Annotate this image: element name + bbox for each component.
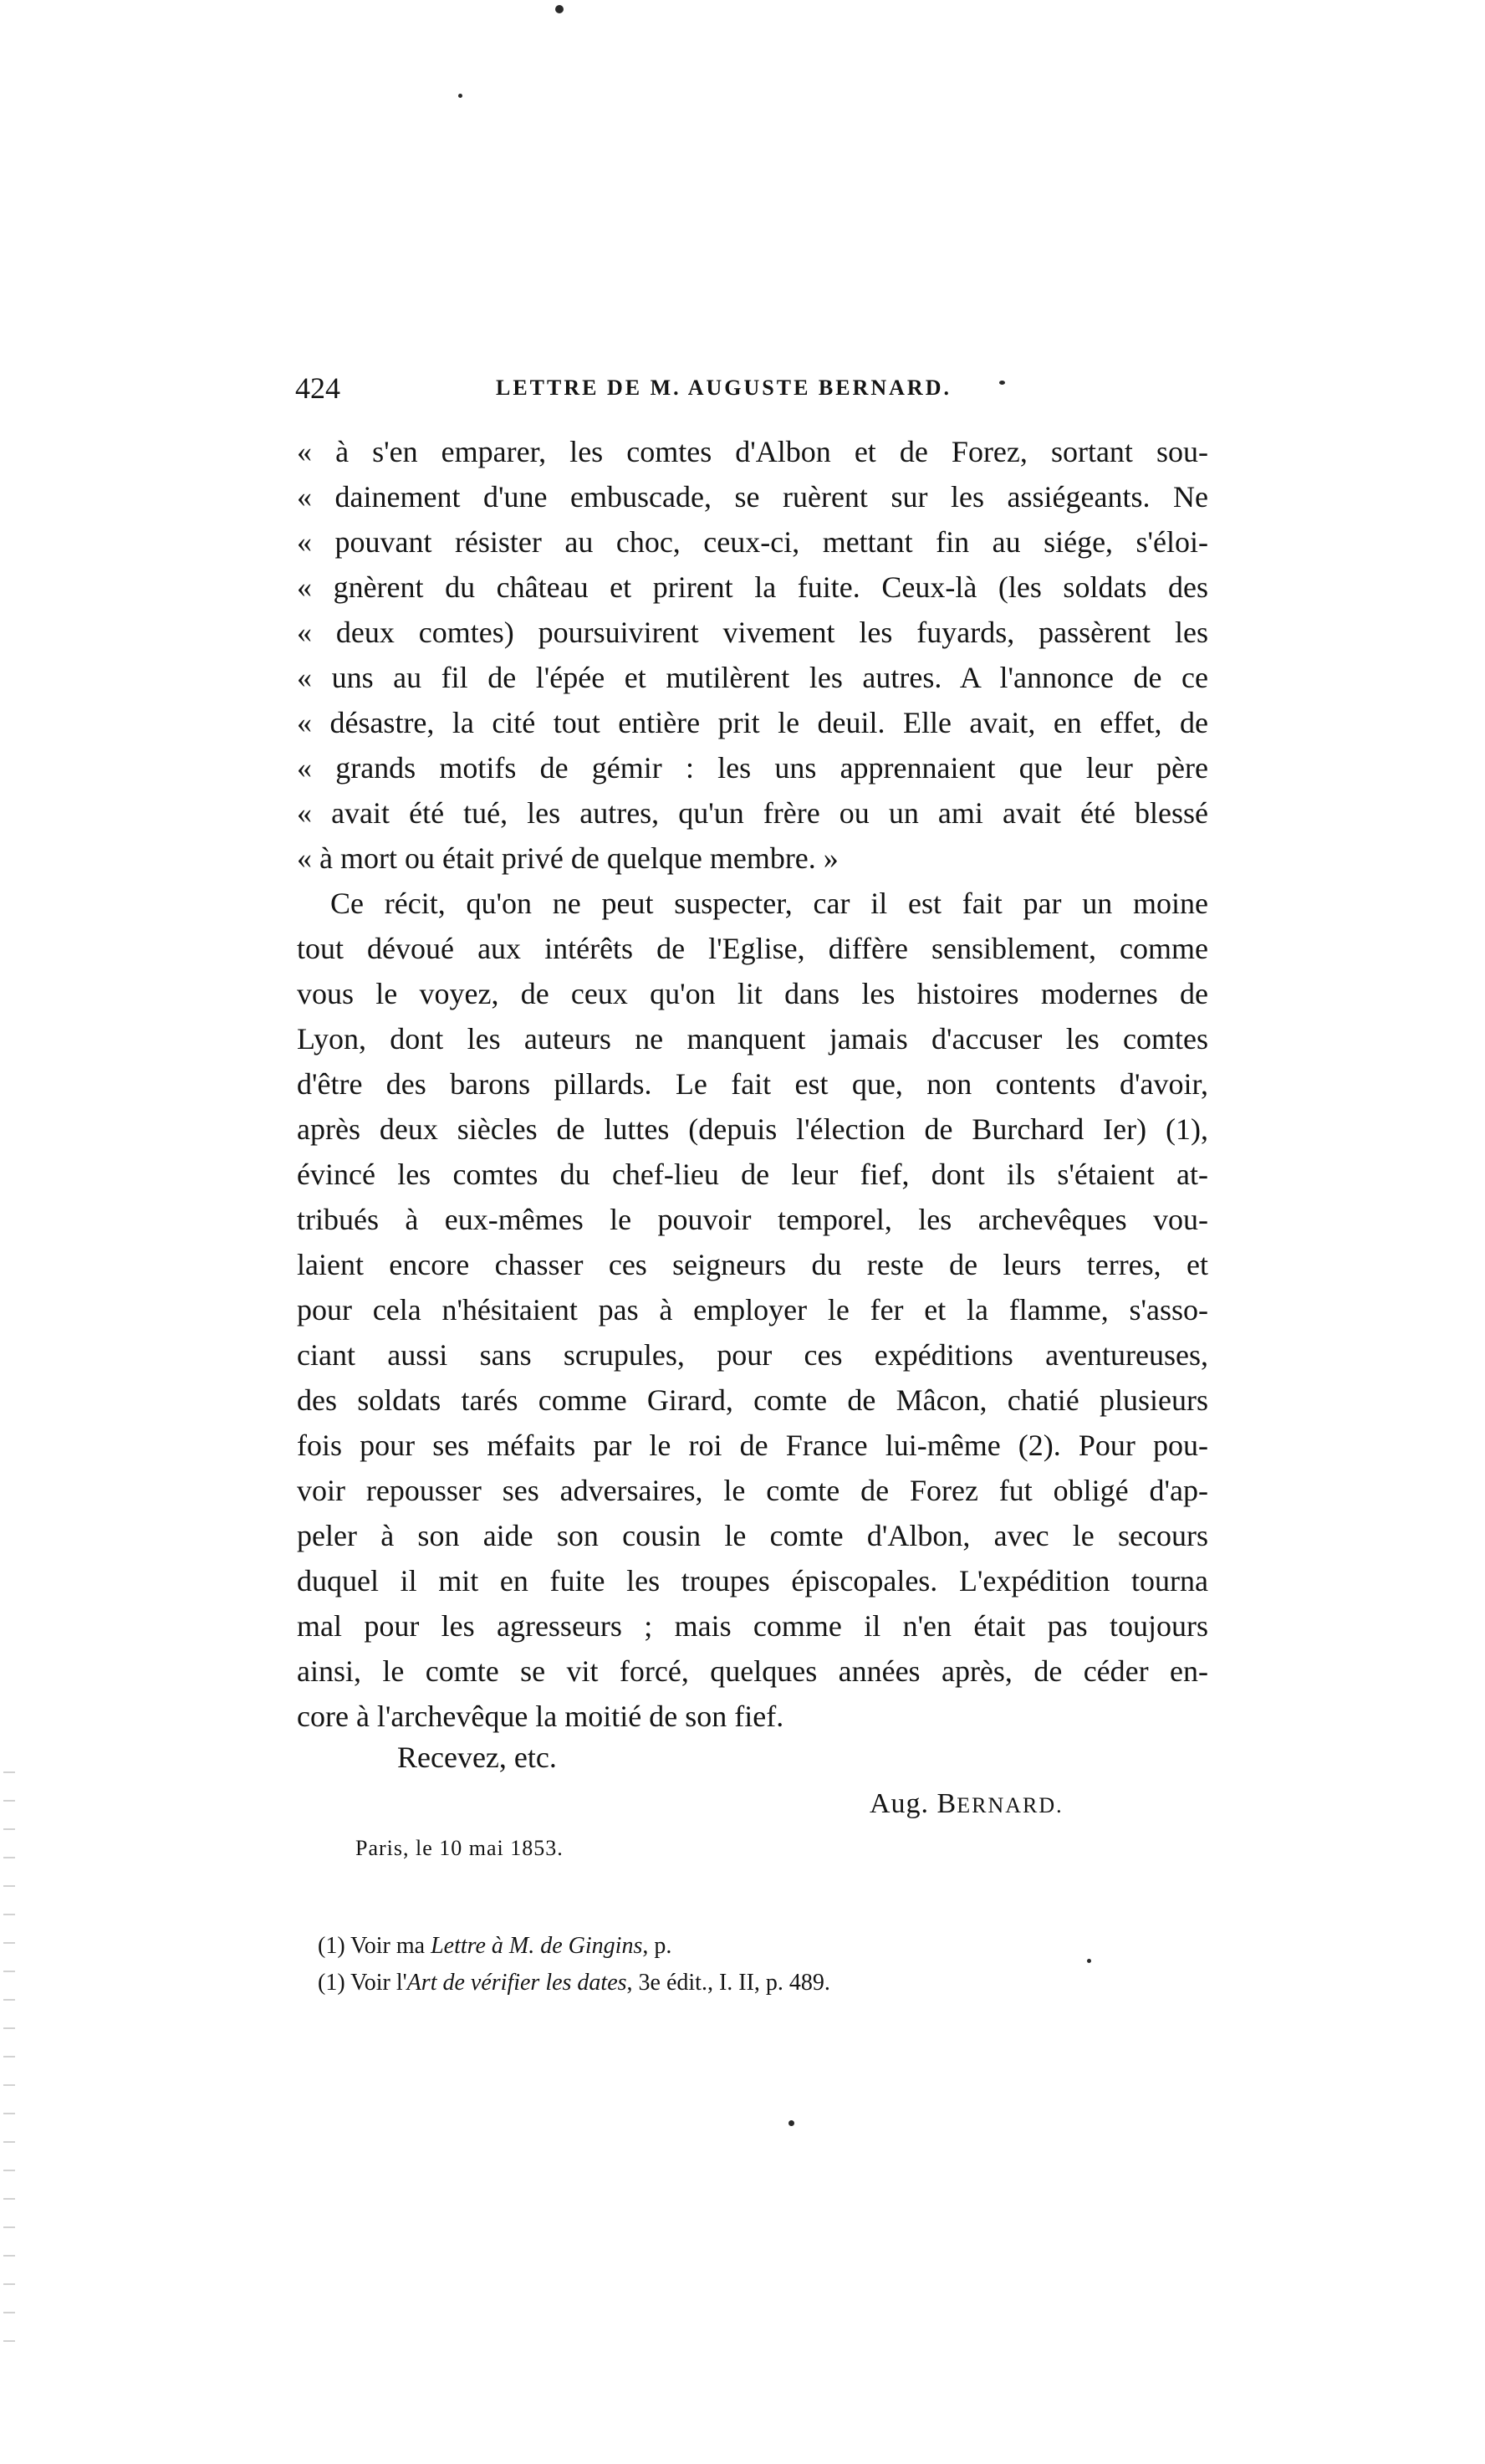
dateline: Paris, le 10 mai 1853. — [355, 1836, 564, 1860]
footnote-title: Lettre à M. de Gingins — [431, 1933, 643, 1959]
footnote-title: Art de vérifier les dates — [406, 1970, 627, 1996]
text-line: Lyon, dont les auteurs ne manquent jamais d'accuser les comtes — [297, 1022, 1208, 1056]
running-head — [295, 371, 1208, 412]
main-paragraph — [297, 881, 1208, 1739]
footnote-post: , p. — [642, 1933, 672, 1959]
text-line: « dainement d'une embuscade, se ruèrent sur les assiégeants. Ne — [297, 480, 1208, 514]
ink-speck — [999, 381, 1005, 385]
closing-salutation: Recevez, etc. — [397, 1741, 557, 1774]
footnote-mark: (1) — [318, 1970, 345, 1996]
ink-speck — [788, 2120, 794, 2126]
text-line: tribués à eux-mêmes le pouvoir temporel, les archevêques vou- — [297, 1203, 1208, 1236]
text-line: ainsi, le comte se vit forcé, quelques années après, de céder en- — [297, 1654, 1208, 1688]
footnote-pre: Voir ma — [350, 1933, 431, 1959]
text-line: évincé les comtes du chef-lieu de leur fief, dont ils s'étaient at- — [297, 1158, 1208, 1191]
text-line: « à s'en emparer, les comtes d'Albon et de Forez, sortant sou- — [297, 435, 1208, 468]
running-title: LETTRE DE M. AUGUSTE BERNARD. — [496, 376, 952, 400]
text-line: mal pour les agresseurs ; mais comme il n'en était pas toujours — [297, 1609, 1208, 1643]
text-line: « gnèrent du château et prirent la fuite. Ceux-là (les soldats des — [297, 570, 1208, 604]
text-line: laient encore chasser ces seigneurs du reste de leurs terres, et — [297, 1248, 1208, 1281]
text-line: des soldats tarés comme Girard, comte de Mâcon, chatié plusieurs — [297, 1383, 1208, 1417]
footnote-2 — [318, 1965, 1070, 2001]
text-line: duquel il mit en fuite les troupes épiscopales. L'expédition tourna — [297, 1564, 1208, 1598]
footnote-post: , 3e édit., I. II, p. 489. — [626, 1970, 830, 1996]
text-line: « grands motifs de gémir : les uns apprennaient que leur père — [297, 751, 1208, 785]
quotation-block — [297, 429, 1208, 881]
page-number: 424 — [295, 371, 340, 405]
text-line: après deux siècles de luttes (depuis l'élection de Burchard Ier) (1), — [297, 1112, 1208, 1146]
text-line: « avait été tué, les autres, qu'un frère ou un ami avait été blessé — [297, 796, 1208, 830]
text-line: pour cela n'hésitaient pas à employer le fer et la flamme, s'asso- — [297, 1293, 1208, 1327]
footnote-1 — [318, 1928, 1070, 1965]
ink-speck — [1087, 1959, 1091, 1963]
text-line: ciant aussi sans scrupules, pour ces expéditions aventureuses, — [297, 1338, 1208, 1372]
text-line: Ce récit, qu'on ne peut suspecter, car il est fait par un moine — [330, 887, 1208, 920]
footnote-pre: Voir l' — [350, 1970, 407, 1996]
text-line: « à mort ou était privé de quelque membre. » — [297, 841, 839, 875]
text-line: « pouvant résister au choc, ceux-ci, mettant fin au siége, s'éloi- — [297, 525, 1208, 559]
signature — [870, 1788, 1064, 1820]
text-line: d'être des barons pillards. Le fait est que, non contents d'avoir, — [297, 1067, 1208, 1101]
text-line: tout dévoué aux intérêts de l'Eglise, diffère sensiblement, comme — [297, 932, 1208, 965]
signature-first: Aug. B — [870, 1788, 957, 1819]
text-line: « désastre, la cité tout entière prit le deuil. Elle avait, en effet, de — [297, 706, 1208, 739]
signature-rest: ERNARD. — [957, 1793, 1064, 1817]
scan-edge-noise — [3, 1756, 15, 2342]
text-line: peler à son aide son cousin le comte d'Albon, avec le secours — [297, 1519, 1208, 1552]
text-line: « deux comtes) poursuivirent vivement les fuyards, passèrent les — [297, 616, 1208, 649]
footnote-mark: (1) — [318, 1933, 345, 1959]
text-line: vous le voyez, de ceux qu'on lit dans les histoires modernes de — [297, 977, 1208, 1010]
text-line: core à l'archevêque la moitié de son fief. — [297, 1700, 784, 1733]
text-line: « uns au fil de l'épée et mutilèrent les autres. A l'annonce de ce — [297, 661, 1208, 694]
ink-speck — [555, 5, 564, 13]
text-line: fois pour ses méfaits par le roi de France lui-même (2). Pour pou- — [297, 1429, 1208, 1462]
footnotes — [318, 1928, 1070, 2001]
ink-speck — [458, 94, 462, 98]
text-line: voir repousser ses adversaires, le comte de Forez fut obligé d'ap- — [297, 1474, 1208, 1507]
